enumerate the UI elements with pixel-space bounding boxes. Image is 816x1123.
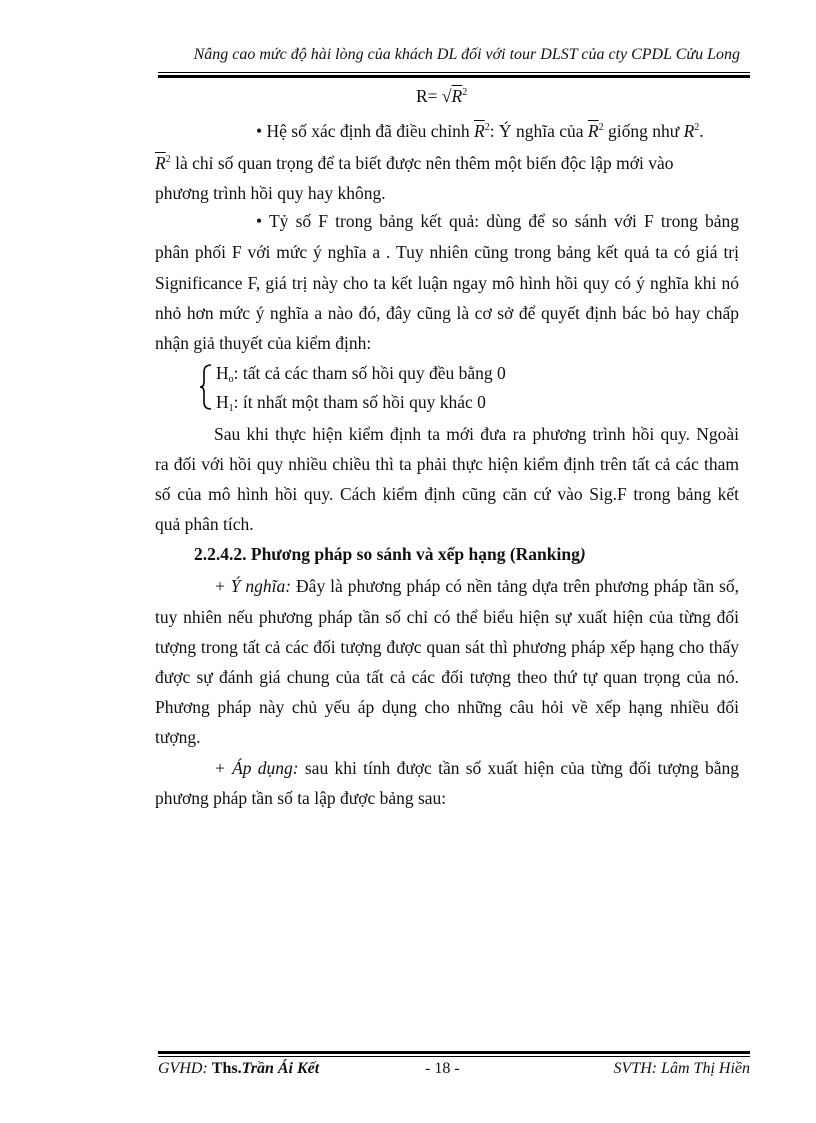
bullet2-line1: • Tỷ số F trong bảng kết quả: dùng để so sánh với F trong bảng [256, 211, 739, 231]
para-after-line4: quả phân tích. [155, 514, 254, 534]
bullet2-line3: Significance F, giá trị này cho ta kết luận ngay mô hình hồi quy có ý nghĩa khi nó [155, 273, 739, 293]
running-header: Nâng cao mức độ hài lòng của khách DL đối với tour DLST của cty CPDL Cửu Long [193, 46, 740, 63]
section-heading: 2.2.4.2. Phương pháp so sánh và xếp hạng (Ranking) [194, 544, 586, 564]
meaning-line6: tượng. [155, 727, 201, 747]
footer-rule-thick [158, 1051, 750, 1054]
header-rule-thin [158, 72, 750, 73]
hypothesis-h0: $H_o$: tất cả các tham số hồi quy đều bằng 0 [216, 363, 506, 385]
meaning-line5: Phương pháp này chủ yếu áp dụng cho những câu hỏi về xếp hạng nhiều đối [155, 697, 739, 717]
left-brace-icon [200, 364, 212, 410]
footer-student: SVTH: Lâm Thị Hiền [613, 1060, 750, 1077]
meaning-line4: được sự đánh giá chung của tất cả các đối tượng theo thứ tự quan trọng của nó. [155, 667, 739, 687]
para-after-line3: số của mô hình hồi quy. Cách kiểm định cũng căn cứ vào Sig.F trong bảng kết [155, 484, 739, 504]
meaning-line3: tượng trong tất cả các đối tượng được quan sát thì phương pháp xếp hạng cho thấy [155, 637, 739, 657]
bullet2-line2: phân phối F với mức ý nghĩa a . Tuy nhiên cũng trong bảng kết quả ta có giá trị [155, 242, 739, 262]
formula-r: $R= √R^2$ [416, 86, 468, 106]
page-number: - 18 - [425, 1060, 460, 1077]
para-after-line1: Sau khi thực hiện kiểm định ta mới đưa ra phương trình hồi quy. Ngoài [214, 424, 739, 444]
para-after-line2: ra đối với hồi quy nhiều chiều thì ta phải thực hiện kiểm định trên tất cả các tham [155, 454, 739, 474]
bullet1-line2: $\overline{R}^2$ là chỉ số quan trọng để ta biết được nên thêm một biến độc lập mới vào [155, 153, 674, 173]
bullet2-line4: nhỏ hơn mức ý nghĩa a nào đó, đây cũng là cơ sở để quyết định bác bỏ hay chấp [155, 303, 739, 323]
footer-rule-thin [158, 1056, 750, 1057]
bullet1-line3: phương trình hồi quy hay không. [155, 183, 386, 203]
bullet2-line5: nhận giả thuyết của kiểm định: [155, 333, 372, 353]
hypothesis-h1: $H_1$: ít nhất một tham số hồi quy khác 0 [216, 392, 486, 414]
bullet1-line1: • Hệ số xác định đã điều chỉnh $\overline{R}^2$: Ý nghĩa của $\overline{R}^2$ giống như $R^2$. [256, 121, 704, 141]
meaning-line2: tuy nhiên nếu phương pháp tần số chỉ có thể biểu hiện sự xuất hiện của từng đối [155, 607, 739, 627]
apply-line1: + Áp dụng: sau khi tính được tần số xuất hiện của từng đối tượng bằng [214, 758, 740, 778]
header-rule-thick [158, 75, 750, 78]
apply-line2: phương pháp tần số ta lập được bảng sau: [155, 788, 447, 808]
footer-supervisor: GVHD: Ths.Trần Ái Kết [158, 1060, 320, 1077]
meaning-line1: + Ý nghĩa: Đây là phương pháp có nền tảng dựa trên phương pháp tần số, [214, 576, 739, 596]
